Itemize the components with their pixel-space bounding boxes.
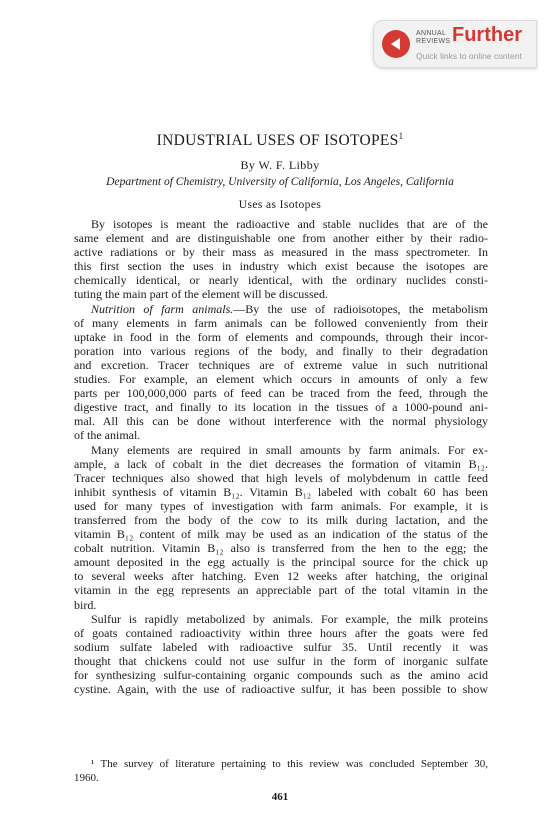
subsection-heading: Nutrition of farm animals. <box>91 301 234 316</box>
text-line: tuting the main part of the element will be discussed. <box>74 287 328 302</box>
text-line: thought that chickens could not use sulfur in the form of inorganic sulfate <box>74 653 488 668</box>
text-line: transferred from the body of the cow to its milk during lactation, and the <box>74 512 488 527</box>
text-line: this first section the uses in industry which exist because the isotopes are <box>74 259 488 274</box>
text-line: chemically identical, or nearly identical, with the ordinary nuclides consti- <box>74 273 488 288</box>
section-heading: Uses as Isotopes <box>238 199 322 211</box>
text-line: of many elements in farm animals can be followed conveniently from their <box>74 315 488 330</box>
text-line: cystine. Again, with the use of radioactive sulfur, it has been possible to show <box>74 682 488 697</box>
text-line: for synthesizing sulfur-containing organic compounds such as the amino acid <box>74 668 488 682</box>
text-line: amount deposited in the egg actually is the principal source for the chick up <box>74 555 488 570</box>
affiliation: Department of Chemistry, University of California, Los Angeles, California <box>106 176 454 188</box>
text-line: mal. All this can be done without interference with the normal physiology <box>74 414 488 429</box>
article-title: INDUSTRIAL USES OF ISOTOPES$^1$ <box>156 131 404 150</box>
text-line: used for many types of investigation with farm animals. For example, it is <box>74 498 488 513</box>
text-line: to several weeks after hatching. Even 12 weeks after hatching, the original <box>74 569 488 584</box>
text-line: same element and are distinguishable one from another either by their radio- <box>74 231 488 246</box>
body-text <box>74 217 488 696</box>
text-line: Many elements are required in small amounts by farm animals. For ex- <box>91 442 488 457</box>
text-line: active radiations or by their mass as measured in the mass spectrometer. In <box>74 245 488 260</box>
annual-reviews-logo: ANNUAL REVIEWS <box>416 30 451 45</box>
text-line: of the animal. <box>74 428 141 443</box>
footnote <box>74 757 488 785</box>
text-line: Tracer techniques also showed that high levels of molybdenum in cattle feed <box>74 470 488 485</box>
text-line: vitamin B₁₂ content of milk may be used as an indication of the status of the <box>74 527 488 542</box>
title-footnote-marker: 1 <box>398 131 404 141</box>
text-line: poration into various regions of the body, and finally to their degradation <box>74 343 488 358</box>
text-line: sodium sulfate labeled with radioactive sulfur 35. Until recently it was <box>74 639 488 654</box>
page-number: 461 <box>271 791 289 803</box>
further-label: Further <box>452 24 522 46</box>
text-line: Sulfur is rapidly metabolized by animals. For example, the milk proteins <box>91 611 488 626</box>
text-line: digestive tract, and finally to its location in the tissues of a 1000-pound ani- <box>74 400 488 415</box>
text-line: By isotopes is meant the radioactive and stable nuclides that are of the <box>91 217 488 231</box>
back-arrow-icon <box>382 30 410 58</box>
text-line: vitamin in the egg represents an appreciable part of the total vitamin in the <box>74 583 488 598</box>
text-line: ample, a lack of cobalt in the diet decreases the formation of vitamin B₁₂. <box>74 456 488 471</box>
text-line: Nutrition of farm animals.—By the use of radioisotopes, the metabolism <box>91 301 488 316</box>
text-line: and excretion. Tracer techniques are of extreme value in such nutritional <box>74 357 488 372</box>
author-line: By W. F. Libby <box>240 158 320 172</box>
text-line: bird. <box>74 597 97 612</box>
further-banner[interactable] <box>373 20 537 68</box>
footnote-line: ¹ The survey of literature pertaining to this review was concluded September 30, <box>91 758 488 770</box>
text-line: of goats contained radioactivity within three hours after the goats were fed <box>74 625 488 640</box>
text-line: uptake in food in the form of elements and compounds, through their incor- <box>74 329 488 344</box>
text-line: cobalt nutrition. Vitamin B₁₂ also is transferred from the hen to the egg; the <box>74 541 488 556</box>
text-line: studies. For example, an element which occurs in amounts of only a few <box>74 372 488 387</box>
text-line: parts per 100,000,000 parts of feed can be traced from the feed, through the <box>74 386 488 401</box>
footnote-line: 1960. <box>74 772 99 784</box>
further-subtitle: Quick links to online content <box>416 51 522 61</box>
text-line: inhibit synthesis of vitamin B₁₂. Vitamin B₁₂ labeled with cobalt 60 has been <box>74 484 488 499</box>
